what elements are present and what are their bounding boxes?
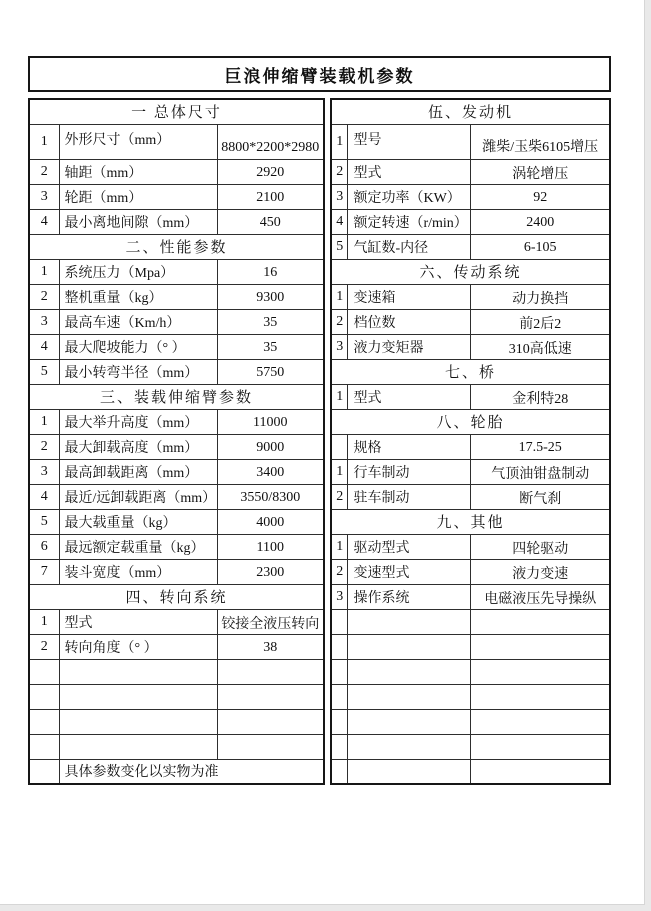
row-label: 行车制动 — [348, 459, 471, 484]
section-header-row — [331, 259, 610, 284]
row-label: 外形尺寸（mm） — [59, 124, 217, 159]
table-row — [331, 684, 610, 709]
table-row — [331, 584, 610, 609]
row-number: 5 — [331, 234, 348, 259]
row-label — [59, 734, 217, 759]
table-row — [331, 434, 610, 459]
row-label: 最小离地间隙（mm） — [59, 209, 217, 234]
section-header-row — [331, 99, 610, 124]
row-label: 最高车速（Km/h） — [59, 309, 217, 334]
row-label — [348, 634, 471, 659]
row-label: 额定转速（r/min） — [348, 209, 471, 234]
row-value — [471, 734, 610, 759]
row-number — [331, 684, 348, 709]
section-header: 八、轮胎 — [331, 409, 610, 434]
row-value: 2920 — [217, 159, 324, 184]
table-row — [29, 434, 324, 459]
row-value: 16 — [217, 259, 324, 284]
left-spec-table — [28, 98, 325, 785]
row-label: 型式 — [348, 384, 471, 409]
row-value: 潍柴/玉柴6105增压 — [471, 124, 610, 159]
row-value: 92 — [471, 184, 610, 209]
table-row — [29, 459, 324, 484]
row-value — [471, 684, 610, 709]
table-row — [29, 259, 324, 284]
row-label — [348, 609, 471, 634]
row-label — [348, 759, 471, 784]
row-label — [348, 659, 471, 684]
section-header-row — [29, 584, 324, 609]
table-row — [331, 184, 610, 209]
section-header: 九、其他 — [331, 509, 610, 534]
row-number — [29, 709, 59, 734]
section-header-row — [331, 409, 610, 434]
row-number: 1 — [29, 609, 59, 634]
row-number — [29, 734, 59, 759]
row-label: 档位数 — [348, 309, 471, 334]
table-row — [29, 734, 324, 759]
table-row — [29, 359, 324, 384]
table-row — [331, 459, 610, 484]
row-value: 35 — [217, 309, 324, 334]
title-box — [28, 56, 611, 92]
spec-tables-wrapper — [28, 98, 611, 785]
row-number: 3 — [29, 184, 59, 209]
row-number: 4 — [29, 484, 59, 509]
table-row — [29, 409, 324, 434]
row-value: 电磁液压先导操纵 — [471, 584, 610, 609]
row-value: 液力变速 — [471, 559, 610, 584]
row-value: 3550/8300 — [217, 484, 324, 509]
table-row — [331, 634, 610, 659]
row-number: 1 — [331, 384, 348, 409]
row-value: 动力换挡 — [471, 284, 610, 309]
row-label: 驻车制动 — [348, 484, 471, 509]
row-value: 前2后2 — [471, 309, 610, 334]
row-number — [331, 434, 348, 459]
section-header: 三、装载伸缩臂参数 — [29, 384, 324, 409]
row-label: 操作系统 — [348, 584, 471, 609]
row-value: 8800*2200*2980 — [217, 124, 324, 159]
row-value — [471, 634, 610, 659]
document-content — [28, 56, 611, 785]
table-row — [331, 384, 610, 409]
table-row — [29, 684, 324, 709]
row-number: 2 — [331, 159, 348, 184]
table-row — [29, 309, 324, 334]
table-row — [29, 509, 324, 534]
row-number: 3 — [331, 184, 348, 209]
table-row — [29, 534, 324, 559]
row-label: 最大卸载高度（mm） — [59, 434, 217, 459]
row-label: 系统压力（Mpa） — [59, 259, 217, 284]
row-label — [348, 734, 471, 759]
table-row — [331, 734, 610, 759]
row-label — [348, 684, 471, 709]
table-row — [331, 484, 610, 509]
row-number — [331, 734, 348, 759]
table-row — [29, 609, 324, 634]
row-number: 2 — [331, 484, 348, 509]
section-header: 四、转向系统 — [29, 584, 324, 609]
row-label — [348, 709, 471, 734]
row-value: 铰接全液压转向 — [217, 609, 324, 634]
section-header-row — [331, 359, 610, 384]
row-number: 2 — [29, 284, 59, 309]
row-label: 最小转弯半径（mm） — [59, 359, 217, 384]
row-label: 液力变矩器 — [348, 334, 471, 359]
section-header: 一 总体尺寸 — [29, 99, 324, 124]
row-number: 2 — [331, 559, 348, 584]
table-row — [331, 609, 610, 634]
row-value: 断气刹 — [471, 484, 610, 509]
row-number: 5 — [29, 359, 59, 384]
row-value: 310高低速 — [471, 334, 610, 359]
row-value: 2400 — [471, 209, 610, 234]
section-header-row — [331, 509, 610, 534]
row-label: 转向角度（° ） — [59, 634, 217, 659]
table-row — [331, 759, 610, 784]
row-label: 变速型式 — [348, 559, 471, 584]
row-value — [471, 609, 610, 634]
row-number: 5 — [29, 509, 59, 534]
table-row — [29, 659, 324, 684]
footer-row — [29, 759, 324, 784]
row-label — [59, 709, 217, 734]
row-value: 11000 — [217, 409, 324, 434]
row-number: 4 — [331, 209, 348, 234]
table-row — [331, 159, 610, 184]
row-label: 最远额定载重量（kg） — [59, 534, 217, 559]
table-row — [29, 559, 324, 584]
row-number: 2 — [29, 159, 59, 184]
row-number: 1 — [29, 409, 59, 434]
row-label: 轴距（mm） — [59, 159, 217, 184]
row-number: 3 — [331, 334, 348, 359]
row-label: 型式 — [348, 159, 471, 184]
row-number: 2 — [29, 634, 59, 659]
row-number: 1 — [29, 259, 59, 284]
table-row — [331, 659, 610, 684]
row-value — [217, 709, 324, 734]
row-label: 型号 — [348, 124, 471, 159]
row-label: 最大举升高度（mm） — [59, 409, 217, 434]
section-header-row — [29, 384, 324, 409]
page-title: 巨浪伸缩臂装载机参数 — [224, 66, 415, 86]
section-header: 二、性能参数 — [29, 234, 324, 259]
row-value: 四轮驱动 — [471, 534, 610, 559]
row-value: 气顶油钳盘制动 — [471, 459, 610, 484]
row-label — [59, 659, 217, 684]
table-row — [331, 209, 610, 234]
row-label: 型式 — [59, 609, 217, 634]
row-value: 38 — [217, 634, 324, 659]
row-number: 6 — [29, 534, 59, 559]
row-value: 1100 — [217, 534, 324, 559]
row-value: 5750 — [217, 359, 324, 384]
row-value — [471, 759, 610, 784]
row-number — [331, 609, 348, 634]
row-label: 驱动型式 — [348, 534, 471, 559]
table-row — [331, 124, 610, 159]
row-label: 规格 — [348, 434, 471, 459]
row-number — [331, 634, 348, 659]
row-number: 3 — [331, 584, 348, 609]
row-value — [217, 659, 324, 684]
table-row — [29, 159, 324, 184]
row-value: 4000 — [217, 509, 324, 534]
row-label: 变速箱 — [348, 284, 471, 309]
row-value: 450 — [217, 209, 324, 234]
table-row — [331, 309, 610, 334]
table-row — [331, 334, 610, 359]
table-row — [29, 209, 324, 234]
row-label: 额定功率（KW） — [348, 184, 471, 209]
table-row — [29, 124, 324, 159]
row-label: 最近/远卸载距离（mm） — [59, 484, 217, 509]
row-number: 3 — [29, 459, 59, 484]
row-label: 最大爬坡能力（° ） — [59, 334, 217, 359]
row-value: 2100 — [217, 184, 324, 209]
row-value: 9000 — [217, 434, 324, 459]
row-number: 1 — [29, 124, 59, 159]
row-value: 17.5-25 — [471, 434, 610, 459]
table-row — [29, 484, 324, 509]
section-header-row — [29, 234, 324, 259]
row-value: 金利特28 — [471, 384, 610, 409]
table-row — [331, 559, 610, 584]
row-number: 3 — [29, 309, 59, 334]
row-number — [331, 759, 348, 784]
row-label: 轮距（mm） — [59, 184, 217, 209]
row-number — [29, 759, 59, 784]
row-number — [29, 684, 59, 709]
row-value: 涡轮增压 — [471, 159, 610, 184]
row-label: 气缸数-内径 — [348, 234, 471, 259]
row-number — [29, 659, 59, 684]
row-value: 2300 — [217, 559, 324, 584]
section-header-row — [29, 99, 324, 124]
section-header: 七、桥 — [331, 359, 610, 384]
row-value — [471, 709, 610, 734]
table-row — [331, 284, 610, 309]
row-label: 最大载重量（kg） — [59, 509, 217, 534]
row-value — [471, 659, 610, 684]
row-number — [331, 709, 348, 734]
row-value — [217, 734, 324, 759]
row-label: 整机重量（kg） — [59, 284, 217, 309]
row-label — [59, 684, 217, 709]
table-row — [331, 234, 610, 259]
row-number: 1 — [331, 124, 348, 159]
row-number: 7 — [29, 559, 59, 584]
table-row — [29, 284, 324, 309]
row-number: 4 — [29, 209, 59, 234]
row-value — [217, 684, 324, 709]
table-row — [29, 334, 324, 359]
row-number: 1 — [331, 459, 348, 484]
row-number: 1 — [331, 284, 348, 309]
row-value: 9300 — [217, 284, 324, 309]
row-value: 6-105 — [471, 234, 610, 259]
table-row — [29, 184, 324, 209]
row-number: 4 — [29, 334, 59, 359]
table-row — [331, 709, 610, 734]
row-label: 最高卸载距离（mm） — [59, 459, 217, 484]
row-number — [331, 659, 348, 684]
footer-note: 具体参数变化以实物为准 — [59, 759, 324, 784]
right-spec-table — [330, 98, 611, 785]
table-row — [29, 634, 324, 659]
row-number: 2 — [331, 309, 348, 334]
row-number: 1 — [331, 534, 348, 559]
row-value: 3400 — [217, 459, 324, 484]
row-label: 装斗宽度（mm） — [59, 559, 217, 584]
row-number: 2 — [29, 434, 59, 459]
table-row — [29, 709, 324, 734]
section-header: 伍、发动机 — [331, 99, 610, 124]
row-value: 35 — [217, 334, 324, 359]
section-header: 六、传动系统 — [331, 259, 610, 284]
table-row — [331, 534, 610, 559]
